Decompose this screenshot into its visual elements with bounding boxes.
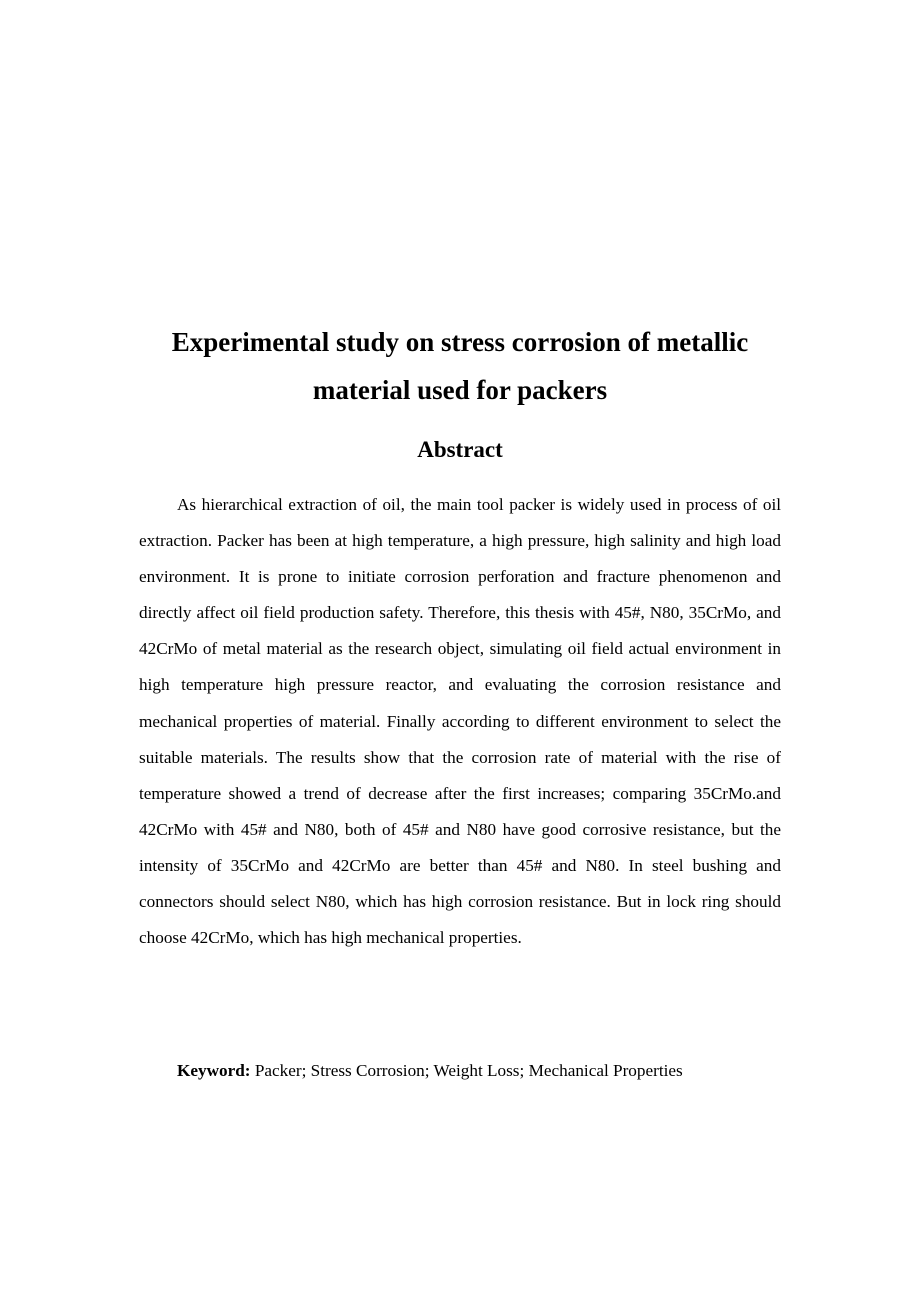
- paper-title-line-1: Experimental study on stress corrosion of metallic: [171, 327, 749, 357]
- abstract-heading: Abstract: [417, 437, 503, 462]
- keywords-label: Keyword:: [177, 1061, 251, 1080]
- keywords-items: Packer; Stress Corrosion; Weight Loss; Mechanical Properties: [254, 1061, 683, 1080]
- paper-title: [100, 318, 820, 414]
- paper-title-line-2: material used for packers: [312, 375, 608, 405]
- keywords-line: [177, 1056, 817, 1086]
- abstract-body: As hierarchical extraction of oil, the main tool packer is widely used in process of oil extraction. Packer has been at high temperature, a high pressure, high salinity and high load environment. It is prone to initiate corrosion perforation and fracture phenomenon and directly affect oil field production safety. Therefore, this thesis with 45#, N80, 35CrMo, and 42CrMo of metal material as the research object, simulating oil field actual environment in high temperature high pressure reactor, and evaluating the corrosion resistance and mechanical properties of material. Finally according to different environment to select the suitable materials. The results show that the corrosion rate of material with the rise of temperature showed a trend of decrease after the first increases; comparing 35CrMo.and 42CrMo with 45# and N80, both of 45# and N80 have good corrosive resistance, but the intensity of 35CrMo and 42CrMo are better than 45# and N80. In steel bushing and connectors should select N80, which has high corrosion resistance. But in lock ring should choose 42CrMo, which has high mechanical properties.: [139, 495, 781, 948]
